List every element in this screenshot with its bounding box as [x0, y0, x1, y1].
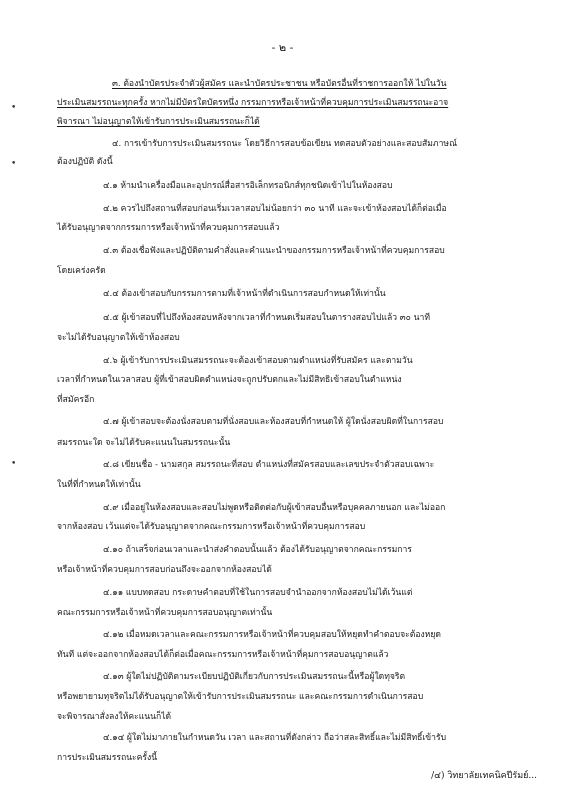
item-4-7-line: สมรรถนะใด จะไม่ได้รับคะแนนในสมรรถนะนั้น	[57, 438, 231, 448]
item-4-3-line: โดยเคร่งครัด	[57, 266, 106, 276]
paragraph-3-line: พิจารณา ไม่อนุญาตให้เข้ารับการประเมินสมรรถนะก็ได้	[57, 117, 260, 127]
item-4-13-line: หรือพยายามทุจริตไม่ได้รับอนุญาตให้เข้ารับการประเมินสมรรถนะ และคณะกรรมการดำเนินการสอบ	[57, 692, 424, 702]
item-4-6-line: เวลาที่กำหนดในเวลาสอบ ผู้ที่เข้าสอบผิดตำแหน่งจะถูกปรับตกและไม่มีสิทธิเข้าสอบในตำแหน่ง	[57, 375, 402, 385]
item-4-7-line: ๔.๗ ผู้เข้าสอบจะต้องนั่งสอบตามที่นั่งสอบและห้องสอบที่กำหนดให้ ผู้ใดนั่งสอบผิดที่ในการสอบ	[103, 417, 444, 427]
item-4-5-line: จะไม่ได้รับอนุญาตให้เข้าห้องสอบ	[57, 333, 180, 343]
item-4-5-line: ๔.๕ ผู้เข้าสอบที่ไปถึงห้องสอบหลังจากเวลาที่กำหนดเริ่มสอบในตารางสอบไปแล้ว ๓๐ นาที	[103, 313, 431, 323]
item-4-14-line: ๔.๑๔ ผู้ใดไม่มาภายในกำหนดวัน เวลา และสถานที่ดังกล่าว ถือว่าสละสิทธิ์และไม่มีสิทธิ์เข้ารับ	[103, 733, 447, 743]
bullet-mark: •	[11, 159, 17, 169]
item-4-9-line: ๔.๙ เมื่ออยู่ในห้องสอบและสอบไม่พูดหรือติดต่อกับผู้เข้าสอบอื่นหรือบุคคลภายนอก และไม่ออก	[103, 503, 446, 513]
item-4-8-line: ๔.๘ เขียนชื่อ - นามสกุล สมรรถนะที่สอบ ตำแหน่งที่สมัครสอบและเลขประจำตัวสอบเฉพาะ	[103, 460, 435, 470]
item-4-14-line: การประเมินสมรรถนะครั้งนี้	[57, 753, 158, 763]
item-4-11-line: คณะกรรมการหรือเจ้าหน้าที่ควบคุมการสอบอนุญาตเท่านั้น	[57, 608, 273, 618]
item-4-11-line: ๔.๑๑ แบบทดสอบ กระดาษคำตอบที่ใช้ในการสอบจำนำออกจากห้องสอบไม่ได้เว้นแต่	[103, 588, 413, 598]
item-4-6-line: ๔.๖ ผู้เข้ารับการประเมินสมรรถนะจะต้องเข้าสอบตามตำแหน่งที่รับสมัคร และตามวัน	[103, 356, 413, 366]
item-4-13-line: ๔.๑๓ ผู้ใดไม่ปฏิบัติตามระเบียบปฏิบัติเกี่ยวกับการประเมินสมรรถนะนี้หรือผู้ใดทุจริต	[103, 672, 406, 682]
continuation-footer: /๔) วิทยาลัยเทคนิคปีรัมย์...	[431, 771, 537, 781]
item-4-9-line: จากห้องสอบ เว้นแต่จะได้รับอนุญาตจากคณะกรรมการหรือเจ้าหน้าที่ควบคุมการสอบ	[57, 522, 366, 532]
paragraph-4-line: ๔. การเข้ารับการประเมินสมรรถนะ โดยวิธีการสอบข้อเขียน ทดสอบตัวอย่างและสอบสัมภาษณ์	[112, 139, 458, 149]
bullet-mark: •	[11, 459, 17, 469]
page-number: - ๒ -	[271, 41, 294, 54]
paragraph-3-line: ประเมินสมรรถนะทุกครั้ง หากไม่มีบัตรใดบัตรหนึ่ง กรรมการหรือเจ้าหน้าที่ควบคุมการประเมินสมรรถนะอาจ	[57, 98, 449, 108]
paragraph-4-line: ต้องปฏิบัติ ดังนี้	[57, 157, 113, 167]
item-4-8-line: ในที่ที่กำหนดให้เท่านั้น	[57, 480, 141, 490]
item-4-10-line: หรือเจ้าหน้าที่ควบคุมการสอบก่อนถึงจะออกจากห้องสอบได้	[57, 565, 272, 575]
paragraph-3-line: ๓. ต้องนำบัตรประจำตัวผู้สมัคร และนำบัตรประชาชน หรือบัตรอื่นที่ราชการออกให้ ไปในวัน	[112, 79, 447, 89]
item-4-1: ๔.๑ ห้ามนำเครื่องมือและอุปกรณ์สื่อสารอิเล็กทรอนิกส์ทุกชนิดเข้าไปในห้องสอบ	[103, 181, 393, 191]
item-4-13-line: จะพิจารณาสั่งลงให้คะแนนก็ได้	[57, 712, 172, 722]
item-4-2-line: ได้รับอนุญาตจากกรรมการหรือเจ้าหน้าที่ควบคุมการสอบแล้ว	[57, 223, 280, 233]
bullet-mark: •	[11, 103, 17, 113]
item-4-6-line: ที่สมัครอีก	[57, 395, 95, 405]
item-4-10-line: ๔.๑๐ ถ้าเสร็จก่อนเวลาและนำส่งคำตอบนั้นแล้ว ต้องได้รับอนุญาตจากคณะกรรมการ	[103, 545, 412, 555]
item-4-12-line: ทันที แต่จะออกจากห้องสอบได้ก็ต่อเมื่อคณะกรรมการหรือเจ้าหน้าที่คุมการสอบอนุญาตแล้ว	[57, 650, 389, 660]
item-4-3-line: ๔.๓ ต้องเชื่อฟังและปฏิบัติตามคำสั่งและคำแนะนำของกรรมการหรือเจ้าหน้าที่ควบคุมการสอบ	[103, 246, 445, 256]
item-4-4: ๔.๔ ต้องเข้าสอบกับกรรมการตามที่เจ้าหน้าที่ดำเนินการสอบกำหนดให้เท่านั้น	[103, 289, 386, 299]
item-4-2-line: ๔.๒ ควรไปถึงสถานที่สอบก่อนเริ่มเวลาสอบไม่น้อยกว่า ๓๐ นาที และจะเข้าห้องสอบได้ก็ต่อเมื่อ	[103, 204, 447, 214]
item-4-12-line: ๔.๑๒ เมื่อหมดเวลาและคณะกรรมการหรือเจ้าหน้าที่ควบคุมสอบให้หยุดทำคำตอบจะต้องหยุด	[103, 630, 441, 640]
